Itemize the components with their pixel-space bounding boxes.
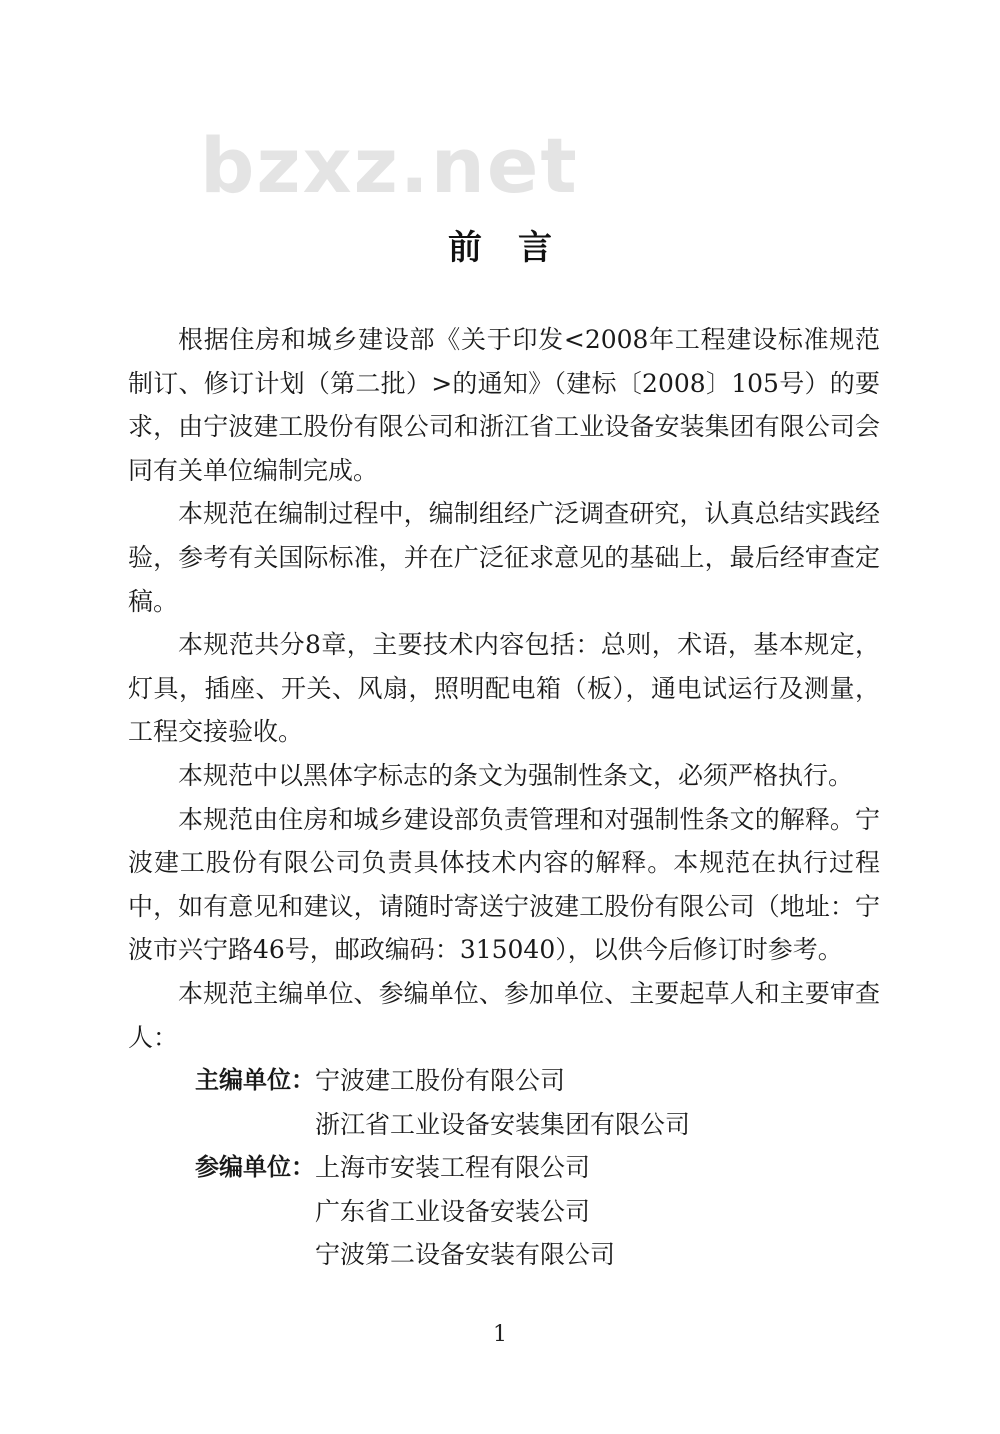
participating-unit-item: 广东省工业设备安装公司 xyxy=(315,1196,591,1226)
participating-unit-item: 宁波第二设备安装有限公司 xyxy=(315,1240,616,1270)
page-title: 前言 xyxy=(448,228,588,268)
paragraph-units-intro: 本规范主编单位、参编单位、参加单位、主要起草人和主要审查人： xyxy=(128,978,880,1052)
document-body xyxy=(128,318,880,1277)
chief-units-label: 主编单位： xyxy=(195,1066,315,1095)
chief-units-list xyxy=(315,1059,690,1146)
participating-units-list xyxy=(315,1146,615,1277)
participating-unit-item: 上海市安装工程有限公司 xyxy=(315,1153,591,1183)
paragraph-contents: 本规范共分8章，主要技术内容包括：总则，术语，基本规定，灯具，插座、开关、风扇，照明配电箱（板），通电试运行及测量，工程交接验收。 xyxy=(128,630,880,747)
units-section xyxy=(128,1059,880,1277)
participating-units-row xyxy=(128,1146,880,1277)
page-number: 1 xyxy=(493,1322,507,1347)
participating-units-label: 参编单位： xyxy=(195,1153,315,1182)
chief-unit-item: 浙江省工业设备安装集团有限公司 xyxy=(315,1109,691,1139)
paragraph-management: 本规范由住房和城乡建设部负责管理和对强制性条文的解释。宁波建工股份有限公司负责具体技术内容的解释。本规范在执行过程中，如有意见和建议，请随时寄送宁波建工股份有限公司（地址：宁波市兴宁路46号，邮政编码：315040），以供今后修订时参考。 xyxy=(128,804,880,965)
paragraph-basis: 根据住房和城乡建设部《关于印发<2008年工程建设标准规范制订、修订计划（第二批）>的通知》（建标〔2008〕105号）的要求，由宁波建工股份有限公司和浙江省工业设备安装集团有限公司会同有关单位编制完成。 xyxy=(128,325,880,485)
chief-units-row xyxy=(128,1059,880,1146)
paragraph-process: 本规范在编制过程中，编制组经广泛调查研究，认真总结实践经验，参考有关国际标准，并在广泛征求意见的基础上，最后经审查定稿。 xyxy=(128,499,880,616)
paragraph-mandatory: 本规范中以黑体字标志的条文为强制性条文，必须严格执行。 xyxy=(178,760,854,790)
chief-unit-item: 宁波建工股份有限公司 xyxy=(315,1066,566,1096)
watermark: bzxz.net xyxy=(200,121,579,210)
